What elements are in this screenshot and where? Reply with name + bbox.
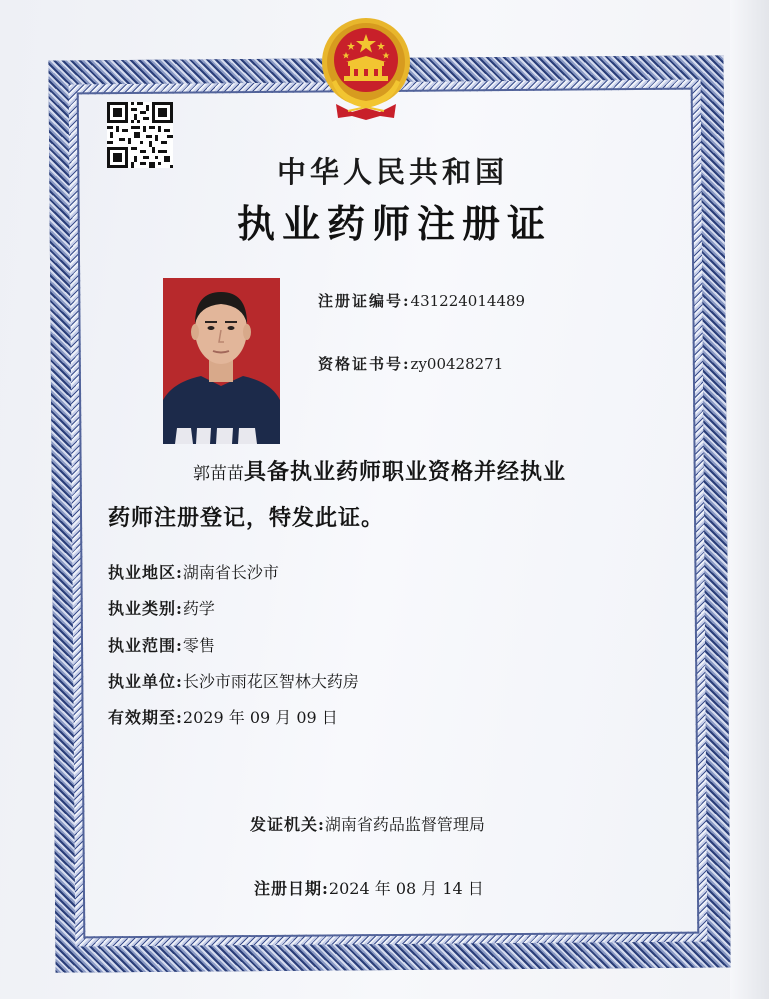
practice-unit — [108, 669, 359, 692]
field-label: 执业地区: — [108, 563, 183, 582]
field-label: 执业单位: — [108, 672, 183, 691]
statement-line-1: 具备执业药师职业资格并经执业 — [244, 459, 567, 485]
field-value: 2029 年 09 月 09 日 — [182, 708, 338, 727]
practice-scope — [108, 633, 215, 656]
qualification-number-label: 资格证书号: — [318, 355, 411, 373]
field-label: 执业类别: — [108, 599, 183, 618]
national-emblem-icon — [318, 12, 414, 124]
field-value: 长沙市雨花区智林大药房 — [182, 672, 359, 691]
field-label: 执业范围: — [108, 636, 183, 655]
certificate-statement — [108, 450, 668, 541]
certificate-title-country: 中华人民共和国 — [276, 155, 508, 189]
registration-date-value: 2024 年 08 月 14 日 — [328, 879, 484, 898]
issuing-authority-label: 发证机关: — [250, 815, 325, 834]
field-value: 零售 — [182, 636, 215, 655]
certificate-title: 执业药师注册证 — [236, 201, 552, 246]
field-value: 湖南省长沙市 — [182, 563, 279, 582]
valid-until — [108, 705, 338, 728]
statement-line-2: 药师注册登记，特发此证。 — [108, 505, 385, 531]
registration-number — [318, 290, 525, 311]
registration-date — [254, 876, 484, 899]
qualification-number — [318, 353, 503, 374]
practice-region — [108, 560, 279, 583]
qualification-number-value: zy00428271 — [410, 355, 504, 373]
practice-category — [108, 596, 215, 619]
issuing-authority-value: 湖南省药品监督管理局 — [324, 815, 485, 834]
issuing-authority — [250, 812, 485, 835]
field-value: 药学 — [182, 599, 215, 618]
registration-number-value: 431224014489 — [410, 292, 526, 310]
registration-number-label: 注册证编号: — [318, 292, 411, 310]
holder-name: 郭苗苗 — [193, 464, 244, 484]
holder-photo — [163, 278, 280, 444]
field-label: 有效期至: — [108, 708, 183, 727]
registration-date-label: 注册日期: — [254, 879, 329, 898]
